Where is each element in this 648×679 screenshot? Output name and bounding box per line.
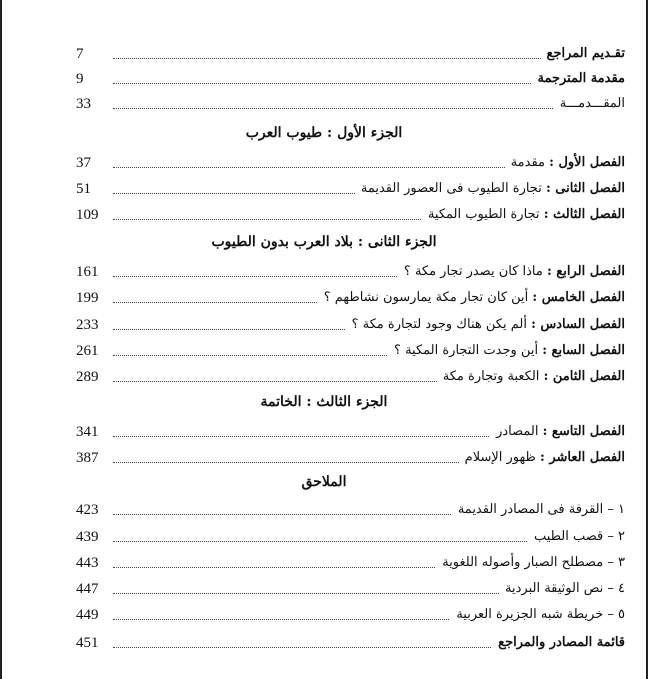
toc-row-front-1 [0, 42, 648, 66]
toc-row-ch3 [0, 203, 648, 227]
entry-title: المقـــدمـــة [554, 92, 625, 116]
page-number: 447 [76, 581, 99, 597]
part1-heading: الجزء الأول : طيوب العرب [245, 125, 403, 141]
toc-row-ch10 [0, 446, 648, 470]
page-number: 289 [76, 369, 99, 385]
page-number: 7 [76, 46, 84, 62]
page-number: 449 [76, 607, 99, 623]
entry-title: الفصل التاسع : المصادر [490, 420, 625, 444]
page-number: 341 [76, 424, 99, 440]
toc-row-bibliography [0, 631, 648, 655]
entry-title: قائمة المصادر والمراجع [492, 631, 625, 655]
page-number: 109 [76, 207, 99, 223]
page-number: 233 [76, 317, 99, 333]
entry-title: الفصل الثانى : تجارة الطيوب فى العصور القديمة [355, 177, 625, 201]
toc-row-ch2 [0, 177, 648, 201]
toc-row-ch8 [0, 365, 648, 389]
page-number: 51 [76, 181, 91, 197]
toc-row-appendix-3 [0, 551, 648, 575]
entry-title: الفصل الثامن : الكعبة وتجارة مكة [437, 365, 625, 389]
page-number: 443 [76, 555, 99, 571]
part2-heading: الجزء الثانى : بلاد العرب بدون الطيوب [211, 234, 437, 250]
entry-title: ٢ – قصب الطيب [528, 525, 625, 549]
entry-title: تقـديم المراجع [541, 42, 625, 66]
entry-title: الفصل العاشر : ظهور الإسلام [459, 446, 625, 470]
toc-row-appendix-2 [0, 525, 648, 549]
part3-heading: الجزء الثالث : الخاتمة [260, 394, 388, 410]
toc-row-ch4 [0, 260, 648, 284]
toc-row-appendix-1 [0, 498, 648, 522]
toc-row-ch1 [0, 151, 648, 175]
entry-title: الفصل الخامس : أين كان تجار مكة يمارسون نشاطهم ؟ [318, 286, 625, 310]
entry-title: الفصل الثالث : تجارة الطيوب المكية [422, 203, 625, 227]
page-number: 199 [76, 290, 99, 306]
appendices-heading: الملاحق [301, 474, 347, 490]
toc-row-appendix-4 [0, 577, 648, 601]
entry-title: ٤ – نص الوثيقة البردية [499, 577, 625, 601]
toc-row-ch5 [0, 286, 648, 310]
page-number: 161 [76, 264, 99, 280]
page-number: 33 [76, 96, 91, 112]
entry-title: الفصل الأول : مقدمة [505, 151, 625, 175]
entry-title: ٣ – مصطلح الصبار وأصوله اللغوية [436, 551, 625, 575]
toc-row-ch6 [0, 313, 648, 337]
page-number: 261 [76, 343, 99, 359]
entry-title: الفصل الرابع : ماذا كان يصدر تجار مكة ؟ [398, 260, 625, 284]
page-number: 37 [76, 155, 91, 171]
page-number: 9 [76, 71, 84, 87]
entry-title: الفصل السادس : ألم يكن هناك وجود لتجارة مكة ؟ [346, 313, 625, 337]
page-number: 439 [76, 529, 99, 545]
toc-row-ch9 [0, 420, 648, 444]
entry-title: مقدمة المترجمة [531, 67, 625, 91]
page-number: 387 [76, 450, 99, 466]
entry-title: الفصل السابع : أين وجدت التجارة المكية ؟ [388, 339, 625, 363]
page-number: 423 [76, 502, 99, 518]
toc-row-ch7 [0, 339, 648, 363]
entry-title: ١ – القرفة فى المصادر القديمة [452, 498, 625, 522]
entry-title: ٥ – خريطة شبه الجزيرة العربية [450, 603, 625, 627]
toc-row-front-3 [0, 92, 648, 116]
leader-dots [113, 108, 623, 109]
page-number: 451 [76, 635, 99, 651]
toc-row-appendix-5 [0, 603, 648, 627]
toc-row-front-2 [0, 67, 648, 91]
